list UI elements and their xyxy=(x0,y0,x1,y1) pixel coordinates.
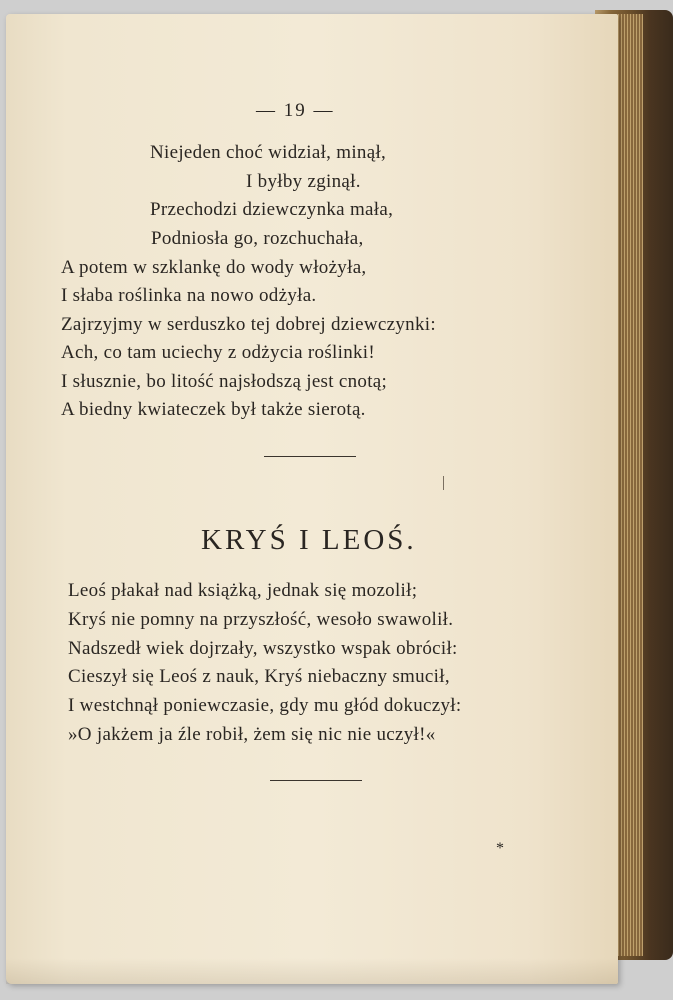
poem-line: A biedny kwiateczek był także sierotą. xyxy=(61,399,366,420)
poem-line: Kryś nie pomny na przyszłość, wesoło swawolił. xyxy=(68,609,454,630)
page-number: — 19 — xyxy=(256,100,335,121)
poem-line: Podniosła go, rozchuchała, xyxy=(151,228,364,249)
section-title: KRYŚ I LEOŚ. xyxy=(201,524,417,556)
poem-line: Nadszedł wiek dojrzały, wszystko wspak obrócił: xyxy=(68,638,458,659)
poem-line: Zajrzyjmy w serduszko tej dobrej dziewczynki: xyxy=(61,314,436,335)
poem-line: I byłby zginął. xyxy=(246,171,361,192)
book-page xyxy=(6,14,618,984)
poem-line: Leoś płakał nad książką, jednak się mozolił; xyxy=(68,580,418,601)
margin-mark xyxy=(443,476,444,490)
separator-rule xyxy=(264,456,356,457)
poem-line: Cieszył się Leoś z nauk, Kryś niebaczny smucił, xyxy=(68,666,450,687)
poem-line: I słaba roślinka na nowo odżyła. xyxy=(61,285,317,306)
poem-line: A potem w szklankę do wody włożyła, xyxy=(61,257,367,278)
page-edges xyxy=(615,14,643,956)
poem-line: »O jakżem ja źle robił, żem się nic nie uczył!« xyxy=(68,724,436,745)
asterisk-ornament: * xyxy=(496,840,504,857)
separator-rule xyxy=(270,780,362,781)
poem-line: Niejeden choć widział, minął, xyxy=(150,142,387,163)
poem-line: I słusznie, bo litość najsłodszą jest cnotą; xyxy=(61,371,388,392)
poem-line: Przechodzi dziewczynka mała, xyxy=(150,199,394,220)
poem-line: I westchnął poniewczasie, gdy mu głód dokuczył: xyxy=(68,695,462,716)
poem-line: Ach, co tam uciechy z odżycia roślinki! xyxy=(61,342,376,363)
